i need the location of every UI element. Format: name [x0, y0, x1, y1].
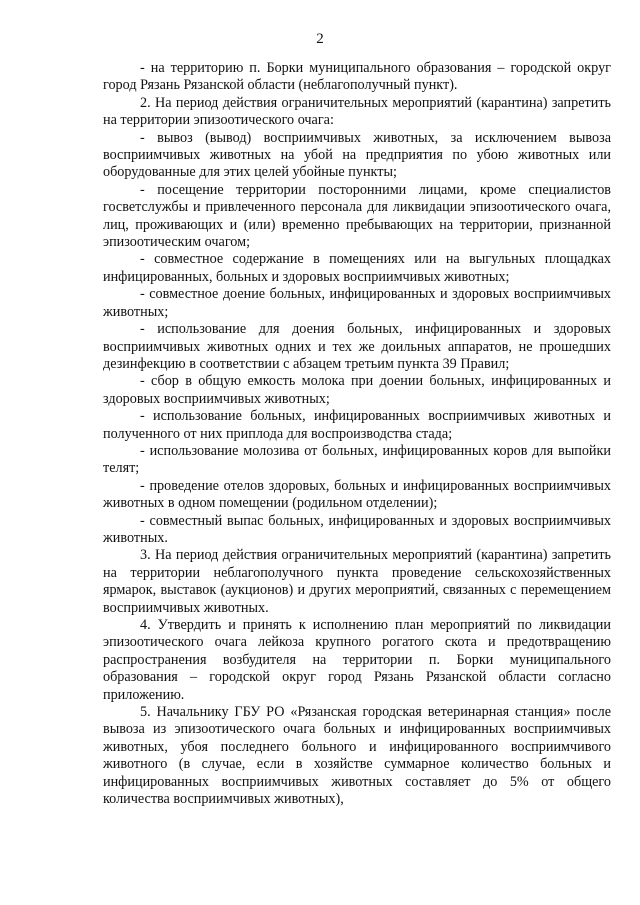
paragraph-colostrum: - использование молозива от больных, инфицированных коров для выпойки телят; — [103, 442, 611, 477]
paragraph-item-2-prohibitions: 2. На период действия ограничительных мероприятий (карантина) запретить на территории эпизоотического очага: — [103, 94, 611, 129]
paragraph-item-3-fairs: 3. На период действия ограничительных мероприятий (карантина) запретить на территории неблагополучного пункта проведение сельскохозяйственных ярмарок, выставок (аукционов) и других мероприятий, связанных с перемещением восприимчивых животных. — [103, 547, 611, 616]
page-number: 2 — [316, 31, 324, 47]
paragraph-reproduction: - использование больных, инфицированных восприимчивых животных и полученного от них приплода для воспроизводства стада; — [103, 408, 611, 442]
paragraph-borki-territory: - на территорию п. Борки муниципального образования – городской округ город Рязань Рязанской области (неблагополучный пункт). — [103, 60, 611, 94]
paragraph-milk-collection: - сбор в общую емкость молока при доении больных, инфицированных и здоровых восприимчивых животных; — [103, 373, 611, 407]
paragraph-item-5-vet-station: 5. Начальнику ГБУ РО «Рязанская городская ветеринарная станция» после вывоза из эпизоотического очага больных и инфицированных восприимчивых животных, убоя последнего больного и инфицированного восприимчивого животного (в случае, если в хозяйстве суммарное количество больных и инфицированных восприимчивых животных составляет до 5% от общего количества восприимчивых животных), — [103, 704, 611, 808]
paragraph-visits: - посещение территории посторонними лицами, кроме специалистов госветслужбы и привлеченного персонала для ликвидации эпизоотического очага, лиц, проживающих и (или) временно пребывающих на территории, признанной эпизоотическим очагом; — [103, 181, 611, 251]
paragraph-joint-keeping: - совместное содержание в помещениях или на выгульных площадках инфицированных, больных и здоровых восприимчивых животных; — [103, 251, 611, 285]
document-body — [103, 60, 611, 808]
paragraph-item-4-plan: 4. Утвердить и принять к исполнению план мероприятий по ликвидации эпизоотического очага лейкоза крупного рогатого скота и предотвращению распространения возбудителя на территории п. Борки муниципального образования – городской округ город Рязань Рязанской области согласно приложению. — [103, 617, 611, 703]
paragraph-grazing: - совместный выпас больных, инфицированных и здоровых восприимчивых животных. — [103, 512, 611, 546]
paragraph-calving: - проведение отелов здоровых, больных и инфицированных восприимчивых животных в одном помещении (родильном отделении); — [103, 477, 611, 512]
paragraph-joint-milking: - совместное доение больных, инфицированных и здоровых восприимчивых животных; — [103, 286, 611, 320]
paragraph-animal-removal: - вывоз (вывод) восприимчивых животных, за исключением вывоза восприимчивых животных на убой на предприятия по убою животных или оборудованные для этих целей убойные пункты; — [103, 129, 611, 181]
paragraph-milking-machines: - использование для доения больных, инфицированных и здоровых восприимчивых животных одних и тех же доильных аппаратов, не прошедших дезинфекцию в соответствии с абзацем третьим пункта 39 Правил; — [103, 321, 611, 372]
